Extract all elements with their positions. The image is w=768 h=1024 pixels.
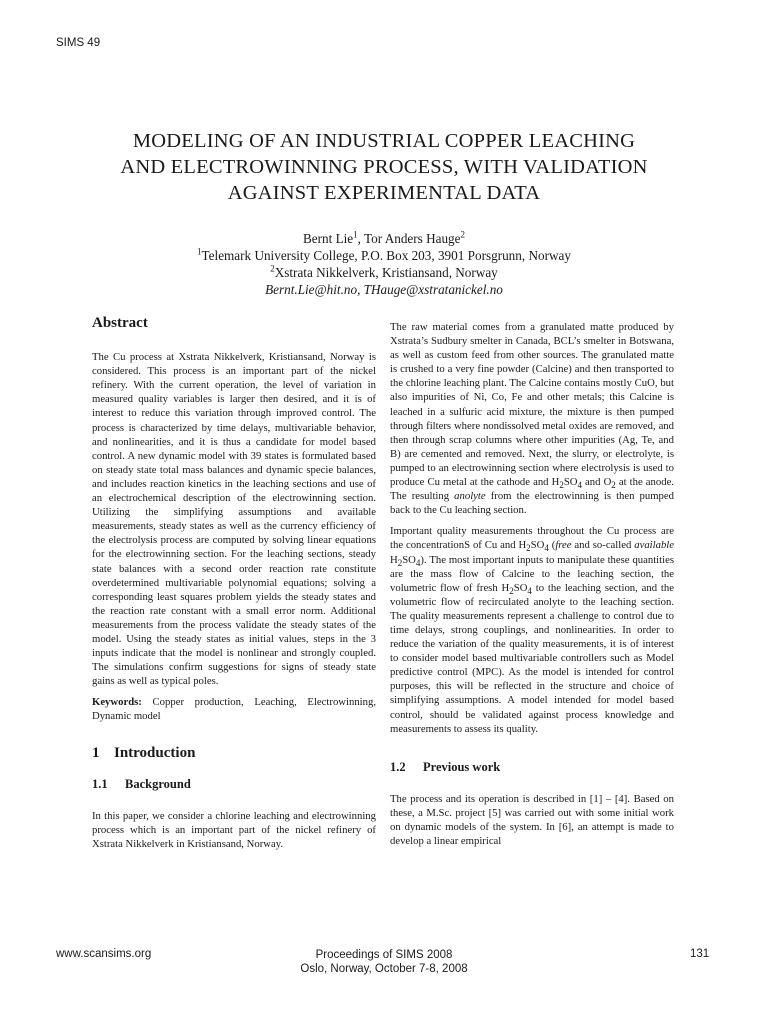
left-column: [92, 316, 376, 858]
keywords-text: Copper production, Leaching, Electrowinning, Dynamic model: [92, 696, 376, 723]
keywords-label: Keywords:: [92, 696, 142, 709]
page-number: 131: [690, 948, 710, 960]
author-1-affiliation-mark: 1: [353, 229, 358, 240]
author-separator: ,: [357, 231, 365, 246]
title-line-3: AGAINST EXPERIMENTAL DATA: [227, 182, 541, 204]
background-paragraph: In this paper, we consider a chlorine leaching and electrowinning process which is an important part of the nickel refinery of Xstrata Nikkelverk in Kristiansand, Norway.: [92, 809, 376, 850]
running-header: SIMS 49: [56, 37, 101, 49]
subsection-1-1-heading: 1.1 Background: [92, 776, 191, 791]
affiliation-1: $^1$Telemark University College, P.O. Box 203, 3901 Porsgrunn, Norway: [197, 246, 571, 263]
quality-measurements-paragraph: Important quality measurements throughout the Cu process are the concentrationS of Cu and $H_2SO_4$ (free and so-called available $H_2SO_4$). The most important inputs to manipulate these quantities are the mass flow of Calcine to the leaching section, the volumetric flow of fresh $H_2SO_4$ to the leaching section, and the volumetric flow of recirculated anolyte to the leaching section. The quality measurements represent a challenge to control due to time delays, strong couplings, and nonlinearities. In order to reduce the variation of the quality measurements, it is of interest to consider model based multivariable controllers such as Model predictive control (MPC). As the model is intended for control purposes, this will be reflected in the structure and choice of simplifying assumptions. A model intended for model based control, should be validated against process knowledge and measurements to assess its quality.: [390, 525, 675, 735]
abstract-text: The Cu process at Xstrata Nikkelverk, Kristiansand, Norway is considered. This process is an important part of the nickel refinery. With the current operation, the level of variation in measured quality variables is larger then desired, and it is of interest to reduce this variation through improved control. The process is characterized by time delays, multivariable behavior, and nonlinearities, and it is thus a candidate for model based control. A new dynamic model with 39 states is formulated based on steady state total mass balances and dynamic specie balances, and includes reaction kinetics in the leaching sections and use of an electrochemical description of the electrowinning section. Utilizing the simplifying assumptions and available measurements, steady states as well as the currency efficiency of the electrolysis process are computed by solving linear equations for the electrowinning section. For the leaching sections, steady state balances with a second order reaction rate constitute overdetermined multivariable polynomial equations; solving a corresponding least squares problem yields the steady states and the reaction rate constant with a small error norm. Additional measurements from the process validate the steady states of the model. Using the steady states as initial values, steps in the 3 inputs indicate that the model is nonlinear and strongly coupled. The simulations confirm suggestions for signs of steady state gains as well as typical poles.: [92, 351, 376, 688]
previous-work-paragraph: The process and its operation is described in [1] – [4]. Based on these, a M.Sc. project [5] was carried out with some initial work on dynamic models of the system. In [6], an attempt is made to develop a linear empirical: [390, 792, 674, 848]
footer-proceedings: Proceedings of SIMS 2008 Oslo, Norway, October 7-8, 2008: [300, 949, 468, 975]
abstract-heading: Abstract: [92, 315, 148, 331]
author-1: Bernt Lie: [302, 231, 354, 246]
author-emails: Bernt.Lie@hit.no, THauge@xstratanickel.no: [265, 282, 503, 297]
author-block: [60, 230, 708, 298]
title-line-1: MODELING OF AN INDUSTRIAL COPPER LEACHING: [132, 130, 636, 152]
author-names: [60, 230, 708, 247]
footer-website: www.scansims.org: [56, 948, 152, 960]
author-2: Tor Anders Hauge: [364, 231, 461, 246]
right-column: [390, 320, 674, 855]
section-1-heading: 1 Introduction: [92, 744, 196, 761]
affiliation-2: $^2$Xstrata Nikkelverk, Kristiansand, Norway: [270, 263, 498, 280]
keywords: [92, 695, 376, 723]
title-line-2: AND ELECTROWINNING PROCESS, WITH VALIDATION: [120, 156, 648, 178]
subsection-1-2-heading: 1.2 Previous work: [390, 759, 501, 774]
author-2-affiliation-mark: 2: [460, 229, 466, 240]
process-description-paragraph: The raw material comes from a granulated matte produced by Xstrata’s Sudbury smelter in Canada, BCL’s smelter in Botswana, as well as custom feed from other sources. The granulated matte is crushed to a very fine powder (Calcine) and then transported to the chlorine leaching plant. The Calcine contains mostly CuO, but also impurities of Ni, Co, Fe and other metals; this Calcine is leached in a sulfuric acid mixture, the mixture is then pumped through filters where nondissolved metal oxides are removed, and then through scrap columns where other impurities (Ag, Te, and B) are cemented and removed. Next, the slurry, or electrolyte, is pumped to an electrowinning section where electrolysis is used to produce Cu metal at the cathode and $H_2SO_4$ and $O_2$ at the anode. The resulting anolyte from the electrowinning is then pumped back to the Cu leaching section.: [390, 321, 674, 517]
paper-title: [60, 128, 708, 206]
